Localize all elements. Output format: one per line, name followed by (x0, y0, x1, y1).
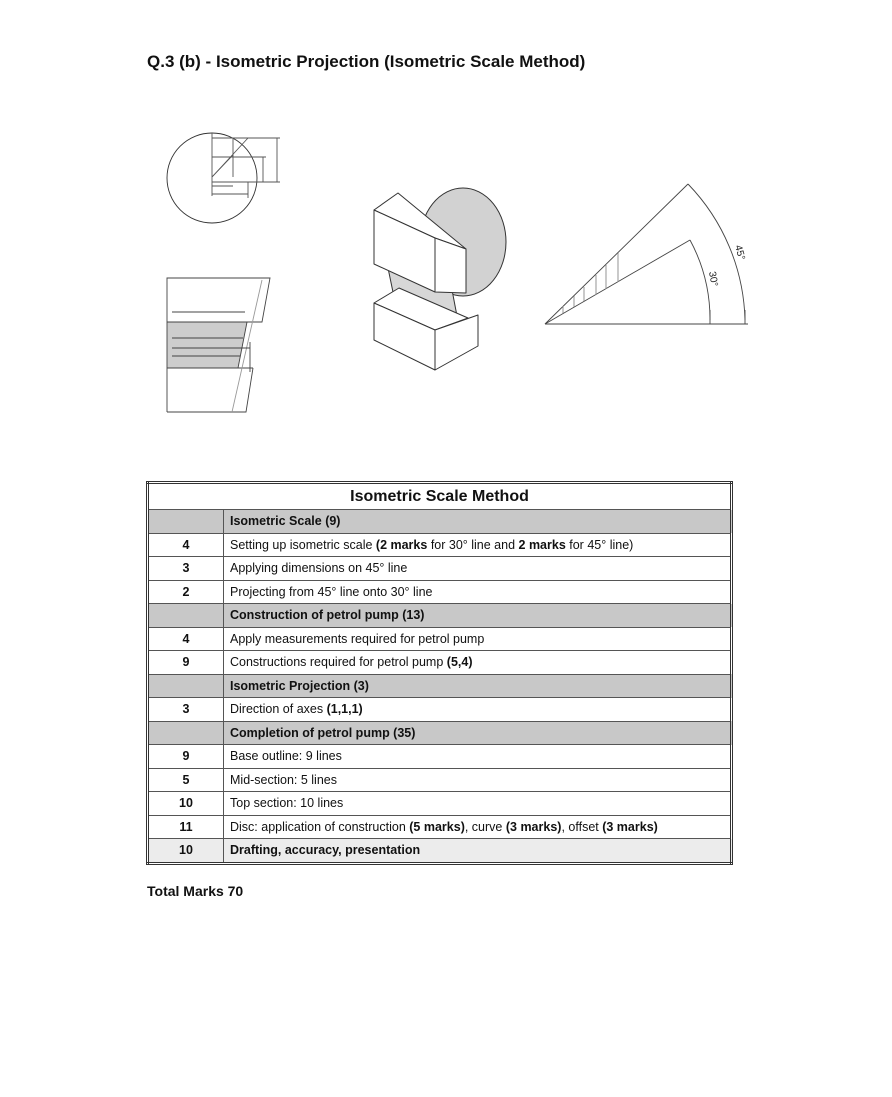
row-description (224, 792, 732, 816)
isometric-scale-figure (545, 184, 748, 324)
description-text: 2 marks (518, 537, 566, 552)
description-text: (3 marks) (602, 819, 658, 834)
description-text: Mid-section: 5 lines (230, 772, 337, 787)
row-marks (148, 674, 224, 698)
description-text: Constructions required for petrol pump (230, 655, 447, 670)
description-text: (2 marks (375, 537, 428, 552)
row-description (224, 815, 732, 839)
description-text: , curve (464, 819, 506, 834)
table-row (148, 792, 732, 816)
row-marks: 10 (148, 839, 224, 864)
table-title: Isometric Scale Method (148, 483, 732, 510)
table-row (148, 839, 732, 864)
description-text: Applying dimensions on 45° line (230, 561, 408, 576)
page-title: Q.3 (b) - Isometric Projection (Isometric Scale Method) (147, 52, 586, 71)
description-text: Construction of petrol pump (13) (230, 608, 425, 623)
description-text: Completion of petrol pump (35) (230, 725, 416, 740)
drawings-area (0, 0, 892, 470)
row-description (224, 580, 732, 604)
row-marks: 11 (148, 815, 224, 839)
description-text: Base outline: 9 lines (230, 749, 342, 764)
description-text: (5,4) (446, 655, 473, 670)
row-marks (148, 604, 224, 628)
table-row (148, 815, 732, 839)
row-description (224, 768, 732, 792)
description-text: Top section: 10 lines (230, 796, 344, 811)
description-text: Direction of axes (230, 702, 327, 717)
table-section-row (148, 721, 732, 745)
description-text: Setting up isometric scale (230, 537, 376, 552)
description-text: , offset (561, 819, 603, 834)
section-heading (224, 604, 732, 628)
circle-construction-figure (167, 133, 280, 223)
table-row (148, 557, 732, 581)
row-description (224, 557, 732, 581)
row-marks (148, 510, 224, 534)
row-marks: 4 (148, 533, 224, 557)
row-marks: 10 (148, 792, 224, 816)
description-text: (5 marks) (409, 819, 465, 834)
section-heading (224, 674, 732, 698)
description-text: Projecting from 45° line onto 30° line (230, 584, 433, 599)
front-view-figure (167, 278, 270, 412)
table-section-row (148, 510, 732, 534)
row-marks: 3 (148, 698, 224, 722)
row-description (224, 839, 732, 864)
table-row (148, 745, 732, 769)
description-text: Isometric Scale (9) (230, 514, 341, 529)
row-description (224, 627, 732, 651)
description-text: for 45° line) (565, 537, 634, 552)
section-heading (224, 721, 732, 745)
row-description (224, 651, 732, 675)
table-row (148, 651, 732, 675)
table-row (148, 580, 732, 604)
table-row (148, 768, 732, 792)
isometric-pump-figure (374, 188, 506, 370)
marks-table (146, 481, 733, 865)
table-section-row (148, 674, 732, 698)
table-section-row (148, 604, 732, 628)
description-text: Isometric Projection (3) (230, 678, 369, 693)
description-text: Drafting, accuracy, presentation (230, 843, 421, 858)
table-row (148, 698, 732, 722)
row-marks: 3 (148, 557, 224, 581)
row-description (224, 745, 732, 769)
row-description (224, 698, 732, 722)
row-marks: 5 (148, 768, 224, 792)
table-title-row (148, 483, 732, 510)
row-marks: 2 (148, 580, 224, 604)
description-text: (1,1,1) (326, 702, 363, 717)
table-row (148, 533, 732, 557)
row-marks (148, 721, 224, 745)
angle-30-label: 30° (706, 270, 720, 288)
row-marks: 9 (148, 651, 224, 675)
angle-45-label: 45° (732, 243, 747, 262)
description-text: Disc: application of construction (230, 819, 410, 834)
total-marks: Total Marks 70 (147, 883, 244, 899)
row-marks: 9 (148, 745, 224, 769)
table-row (148, 627, 732, 651)
description-text: Apply measurements required for petrol pump (230, 631, 485, 646)
section-heading (224, 510, 732, 534)
description-text: (3 marks) (505, 819, 562, 834)
description-text: for 30° line and (427, 537, 519, 552)
row-description (224, 533, 732, 557)
row-marks: 4 (148, 627, 224, 651)
